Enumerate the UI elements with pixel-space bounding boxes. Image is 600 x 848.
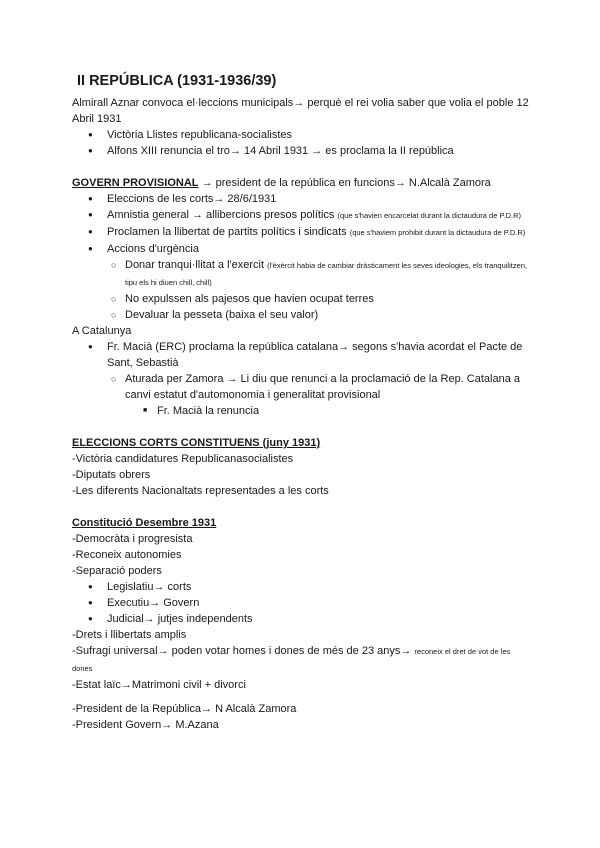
sub-sub-list-item: ■ Fr. Macià la renuncia <box>125 403 532 419</box>
govern-section <box>72 175 532 191</box>
item-text: No expulssen als pajesos que havien ocupat terres <box>125 293 374 305</box>
item-text: -Sufragi universal→ poden votar homes i dones de més de 23 anys→ <box>72 645 415 657</box>
item-text: Devaluar la pesseta (baixa el seu valor) <box>125 309 319 321</box>
list-item <box>72 207 532 224</box>
text-line: -Democràta i progresista <box>72 533 193 545</box>
document-content <box>72 71 532 733</box>
item-note: (que s'haviem prohibit durant la dictaudura de P.D.R) <box>349 228 526 237</box>
text-line: -Separació poders <box>72 565 162 577</box>
catalunya-label: A Catalunya <box>72 325 132 337</box>
item-text: Proclamen la llibertat de partits polítics i sindicats <box>107 226 350 238</box>
item-text: Fr. Macià (ERC) proclama la república catalana→ segons s'havia acordat el Pacte de Sant, Sebastià <box>107 341 523 369</box>
item-note: (que s'havien encarcelat durant la dictaudura de P.D.R) <box>337 211 521 220</box>
eleccions-heading: ELECCIONS CORTS CONSTITUENS (juny 1931) <box>72 437 321 449</box>
text-line: -President Govern→ M.Azana <box>72 719 219 731</box>
catalunya-sub-list <box>107 371 532 419</box>
text-line: -Drets i llibertats amplis <box>72 629 187 641</box>
list-item <box>72 241 532 323</box>
sub-list-item <box>107 291 532 307</box>
text-line: -Reconeix autonomies <box>72 549 182 561</box>
list-item: ● Victòria Llistes republicana-socialistes <box>72 127 532 143</box>
govern-list <box>72 191 532 323</box>
catalunya-list <box>72 339 532 419</box>
sub-list-item <box>107 257 532 291</box>
item-text: Amnistia general → allibercions presos polítics <box>107 209 338 221</box>
list-item: ● Executiu→ Govern <box>72 595 532 611</box>
catalunya-subsub-list <box>125 403 532 419</box>
item-note: reconeix el dret de vot de les dones <box>72 647 511 673</box>
item-text: Accions d'urgència <box>107 243 199 255</box>
constitucio-heading: Constitució Desembre 1931 <box>72 517 217 529</box>
govern-heading: GOVERN PROVISIONAL <box>72 177 199 189</box>
intro-list <box>72 127 532 159</box>
list-item <box>72 224 532 241</box>
list-item <box>72 339 532 419</box>
list-item <box>72 191 532 207</box>
poders-list <box>72 579 532 627</box>
item-text: Donar tranqui·llitat a l'exercit <box>125 259 268 271</box>
text-line: -Diputats obrers <box>72 469 151 481</box>
sufragi-line <box>72 643 532 677</box>
urgencia-list <box>107 257 532 323</box>
sub-list-item <box>107 307 532 323</box>
page-title: II REPÚBLICA (1931-1936/39) <box>77 73 277 89</box>
list-item: ● Judicial→ jutjes independents <box>72 611 532 627</box>
govern-heading-rest: → president de la república en funcions→ N.Alcalà Zamora <box>198 177 491 189</box>
intro-line: Almirall Aznar convoca el·leccions municipals→ perquè el rei volia saber que volia el poble 12 Abril 1931 <box>72 97 529 125</box>
sub-list-item <box>107 371 532 419</box>
item-text: Eleccions de les corts→ 28/6/1931 <box>107 193 277 205</box>
list-item: ● Alfons XIII renuncia el tro→ 14 Abril 1931 → es proclama la II república <box>72 143 532 159</box>
item-note: (l'èxèrcit habia de cambiar dràsticament les seves ideologies, els tranquilitzen, tipu els hi diuen chill, chill) <box>125 261 528 287</box>
text-line: -Victòria candidatures Republicanasocialistes <box>72 453 294 465</box>
text-line: -President de la República→ N Alcalà Zamora <box>72 703 297 715</box>
text-line: -Les diferents Nacionaltats representades a les corts <box>72 485 329 497</box>
list-item: ● Legislatiu→ corts <box>72 579 532 595</box>
text-line: -Estat laïc→Matrimoni civil + divorci <box>72 679 246 691</box>
item-text: Aturada per Zamora → Li diu que renunci a la proclamació de la Rep. Catalana a canvi estatut d'automonomia i generalitat provisional <box>125 373 521 401</box>
